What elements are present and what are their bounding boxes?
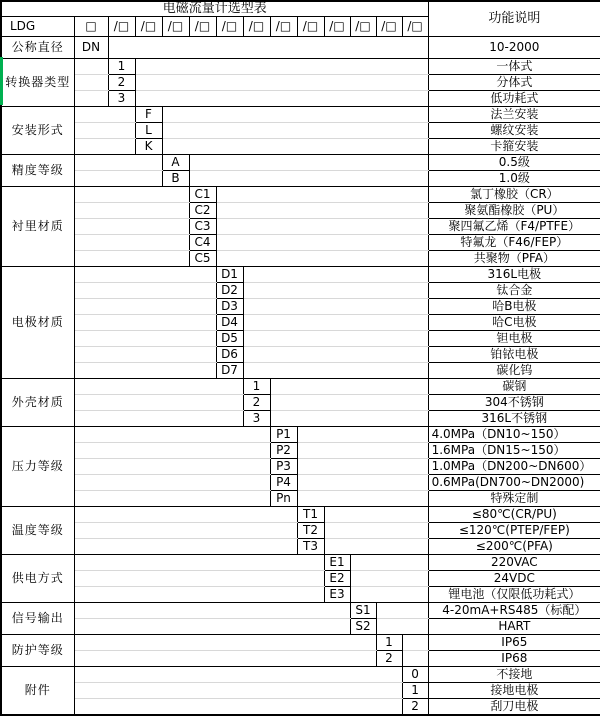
empty-left xyxy=(74,155,162,171)
empty-left xyxy=(74,619,350,635)
empty-right xyxy=(350,571,428,587)
code-box-slot: /□ xyxy=(135,17,162,37)
empty-right xyxy=(162,123,428,139)
code-cell: C2 xyxy=(189,203,216,219)
group-label: 温度等级 xyxy=(1,507,74,555)
code-cell: 3 xyxy=(108,91,135,107)
code-box-slot: /□ xyxy=(189,17,216,37)
empty-left xyxy=(74,587,324,603)
description-cell: 低功耗式 xyxy=(428,91,600,107)
model-prefix: LDG xyxy=(1,17,74,37)
code-cell: S2 xyxy=(350,619,376,635)
empty-left xyxy=(74,347,216,363)
code-cell: B xyxy=(162,171,189,187)
code-box-slot: /□ xyxy=(350,17,376,37)
description-cell: 24VDC xyxy=(428,571,600,587)
empty-right xyxy=(162,139,428,155)
empty-left xyxy=(74,235,189,251)
empty-left xyxy=(74,107,135,123)
description-cell: 螺纹安装 xyxy=(428,123,600,139)
description-cell: 刮刀电极 xyxy=(428,699,600,715)
empty-right xyxy=(243,315,428,331)
empty-right xyxy=(243,299,428,315)
group-label: 供电方式 xyxy=(1,555,74,603)
empty-left xyxy=(74,491,270,507)
description-cell: 不接地 xyxy=(428,667,600,683)
empty-right xyxy=(324,523,428,539)
code-box-slot: /□ xyxy=(108,17,135,37)
empty-left xyxy=(74,507,297,523)
code-cell: C5 xyxy=(189,251,216,267)
code-box-first: □ xyxy=(74,17,108,37)
code-cell: T2 xyxy=(297,523,324,539)
group-label: 衬里材质 xyxy=(1,187,74,267)
code-cell: E2 xyxy=(324,571,350,587)
group-label: 公称直径 xyxy=(1,37,74,59)
code-cell: 2 xyxy=(108,75,135,91)
description-cell: 哈B电极 xyxy=(428,299,600,315)
description-cell: 分体式 xyxy=(428,75,600,91)
code-cell: Pn xyxy=(270,491,297,507)
code-cell: T1 xyxy=(297,507,324,523)
code-cell: D1 xyxy=(216,267,243,283)
description-cell: 碳化钨 xyxy=(428,363,600,379)
code-cell: K xyxy=(135,139,162,155)
empty-left xyxy=(74,283,216,299)
description-cell: 4.0MPa（DN10~150） xyxy=(428,427,600,443)
description-cell: 钛合金 xyxy=(428,283,600,299)
description-cell: 316L电极 xyxy=(428,267,600,283)
code-cell: 1 xyxy=(243,379,270,395)
empty-right xyxy=(243,363,428,379)
empty-left xyxy=(74,299,216,315)
code-cell: P2 xyxy=(270,443,297,459)
description-cell: 碳钢 xyxy=(428,379,600,395)
code-cell: T3 xyxy=(297,539,324,555)
empty-right xyxy=(350,587,428,603)
empty-left xyxy=(74,539,297,555)
description-cell: 一体式 xyxy=(428,59,600,75)
description-cell: 304不锈钢 xyxy=(428,395,600,411)
empty-left xyxy=(74,331,216,347)
code-cell: C3 xyxy=(189,219,216,235)
empty-right xyxy=(402,635,428,651)
empty-left xyxy=(74,571,324,587)
description-cell: 316L不锈钢 xyxy=(428,411,600,427)
empty-left xyxy=(74,459,270,475)
empty-right xyxy=(402,651,428,667)
description-cell: 聚氨酯橡胶（PU） xyxy=(428,203,600,219)
code-cell: P3 xyxy=(270,459,297,475)
code-cell: D6 xyxy=(216,347,243,363)
description-cell: 10-2000 xyxy=(428,37,600,59)
empty-left xyxy=(74,379,243,395)
empty-right xyxy=(162,107,428,123)
empty-right xyxy=(243,347,428,363)
empty-right xyxy=(216,251,428,267)
description-cell: 1.6MPa（DN15~150） xyxy=(428,443,600,459)
green-edge-artifact xyxy=(0,57,3,105)
empty-right xyxy=(216,187,428,203)
empty-right xyxy=(376,619,428,635)
group-label: 压力等级 xyxy=(1,427,74,507)
code-cell: A xyxy=(162,155,189,171)
empty-right xyxy=(324,507,428,523)
empty-left xyxy=(74,411,243,427)
code-cell: D3 xyxy=(216,299,243,315)
code-box-slot: /□ xyxy=(243,17,270,37)
code-box-slot: /□ xyxy=(216,17,243,37)
group-label: 转换器类型 xyxy=(1,59,74,107)
empty-left xyxy=(74,427,270,443)
empty-left xyxy=(74,251,189,267)
code-box-slot: /□ xyxy=(162,17,189,37)
description-cell: 220VAC xyxy=(428,555,600,571)
empty-left xyxy=(74,123,135,139)
code-cell: L xyxy=(135,123,162,139)
group-label: 防护等级 xyxy=(1,635,74,667)
group-label: 电极材质 xyxy=(1,267,74,379)
empty-right xyxy=(324,539,428,555)
function-column-header: 功能说明 xyxy=(428,1,600,37)
empty-left xyxy=(74,395,243,411)
empty-right xyxy=(270,411,428,427)
description-cell: 0.6MPa(DN700~DN2000) xyxy=(428,475,600,491)
empty-left xyxy=(74,187,189,203)
empty-right xyxy=(297,491,428,507)
empty-right xyxy=(189,171,428,187)
group-label: 精度等级 xyxy=(1,155,74,187)
empty-left xyxy=(74,651,376,667)
empty-left xyxy=(74,203,189,219)
empty-right xyxy=(189,155,428,171)
empty-left xyxy=(74,363,216,379)
code-cell: 2 xyxy=(243,395,270,411)
empty-left xyxy=(74,315,216,331)
empty-left xyxy=(74,443,270,459)
page-title: 电磁流量计选型表 xyxy=(1,1,428,17)
description-cell: ≤120℃(PTEP/FEP) xyxy=(428,523,600,539)
code-cell: 3 xyxy=(243,411,270,427)
empty-left xyxy=(74,523,297,539)
code-box-slot: /□ xyxy=(376,17,402,37)
empty-left xyxy=(74,267,216,283)
description-cell: 铂铱电极 xyxy=(428,347,600,363)
code-cell: D7 xyxy=(216,363,243,379)
empty-right xyxy=(135,91,428,107)
group-label: 外壳材质 xyxy=(1,379,74,427)
description-cell: 卡箍安装 xyxy=(428,139,600,155)
empty-right xyxy=(297,443,428,459)
description-cell: 聚四氟乙烯（F4/PTFE） xyxy=(428,219,600,235)
group-label: 附件 xyxy=(1,667,74,715)
code-cell: 1 xyxy=(376,635,402,651)
empty-left xyxy=(74,475,270,491)
code-cell: 0 xyxy=(402,667,428,683)
code-cell: D2 xyxy=(216,283,243,299)
code-cell: 1 xyxy=(402,683,428,699)
code-cell: C1 xyxy=(189,187,216,203)
empty-right xyxy=(270,379,428,395)
code-box-slot: /□ xyxy=(324,17,350,37)
code-box-slot: /□ xyxy=(270,17,297,37)
code-cell: D4 xyxy=(216,315,243,331)
description-cell: 特氟龙（F46/FEP） xyxy=(428,235,600,251)
empty-left xyxy=(74,75,108,91)
code-cell: P1 xyxy=(270,427,297,443)
empty-left xyxy=(74,603,350,619)
empty-left xyxy=(74,171,162,187)
empty-right xyxy=(297,475,428,491)
code-cell: 2 xyxy=(376,651,402,667)
empty-right xyxy=(350,555,428,571)
empty-left xyxy=(74,667,402,683)
empty-right xyxy=(216,235,428,251)
empty-right xyxy=(297,459,428,475)
table-body xyxy=(1,1,600,715)
code-cell: P4 xyxy=(270,475,297,491)
description-cell: 哈C电极 xyxy=(428,315,600,331)
description-cell: IP68 xyxy=(428,651,600,667)
empty-left xyxy=(74,59,108,75)
empty-left xyxy=(74,635,376,651)
code-cell: E1 xyxy=(324,555,350,571)
code-cell: E3 xyxy=(324,587,350,603)
description-cell: 法兰安装 xyxy=(428,107,600,123)
code-cell: C4 xyxy=(189,235,216,251)
empty-right xyxy=(216,203,428,219)
description-cell: ≤200℃(PFA) xyxy=(428,539,600,555)
description-cell: ≤80℃(CR/PU) xyxy=(428,507,600,523)
code-box-slot: /□ xyxy=(297,17,324,37)
empty-right xyxy=(135,59,428,75)
code-cell: 1 xyxy=(108,59,135,75)
empty-left xyxy=(74,219,189,235)
empty-right xyxy=(135,75,428,91)
group-label: 安装形式 xyxy=(1,107,74,155)
empty-left xyxy=(74,699,402,715)
description-cell: IP65 xyxy=(428,635,600,651)
empty-right xyxy=(297,427,428,443)
description-cell: 接地电极 xyxy=(428,683,600,699)
description-cell: 1.0MPa（DN200~DN600） xyxy=(428,459,600,475)
empty-right xyxy=(243,283,428,299)
empty-left xyxy=(74,139,135,155)
description-cell: 1.0级 xyxy=(428,171,600,187)
empty-right xyxy=(270,395,428,411)
description-cell: 锂电池（仅限低功耗式） xyxy=(428,587,600,603)
empty-left xyxy=(74,683,402,699)
empty-left xyxy=(74,91,108,107)
code-cell: S1 xyxy=(350,603,376,619)
description-cell: 氯丁橡胶（CR） xyxy=(428,187,600,203)
empty-right xyxy=(243,267,428,283)
empty-right xyxy=(376,603,428,619)
empty-right xyxy=(216,219,428,235)
empty-left xyxy=(74,555,324,571)
description-cell: 特殊定制 xyxy=(428,491,600,507)
code-cell: DN xyxy=(74,37,108,59)
description-cell: 4-20mA+RS485（标配） xyxy=(428,603,600,619)
empty-right xyxy=(243,331,428,347)
description-cell: 钽电极 xyxy=(428,331,600,347)
code-cell: D5 xyxy=(216,331,243,347)
description-cell: 共聚物（PFA） xyxy=(428,251,600,267)
code-box-slot: /□ xyxy=(402,17,428,37)
description-cell: HART xyxy=(428,619,600,635)
description-cell: 0.5级 xyxy=(428,155,600,171)
code-cell: 2 xyxy=(402,699,428,715)
empty-right xyxy=(108,37,428,59)
group-label: 信号输出 xyxy=(1,603,74,635)
code-cell: F xyxy=(135,107,162,123)
